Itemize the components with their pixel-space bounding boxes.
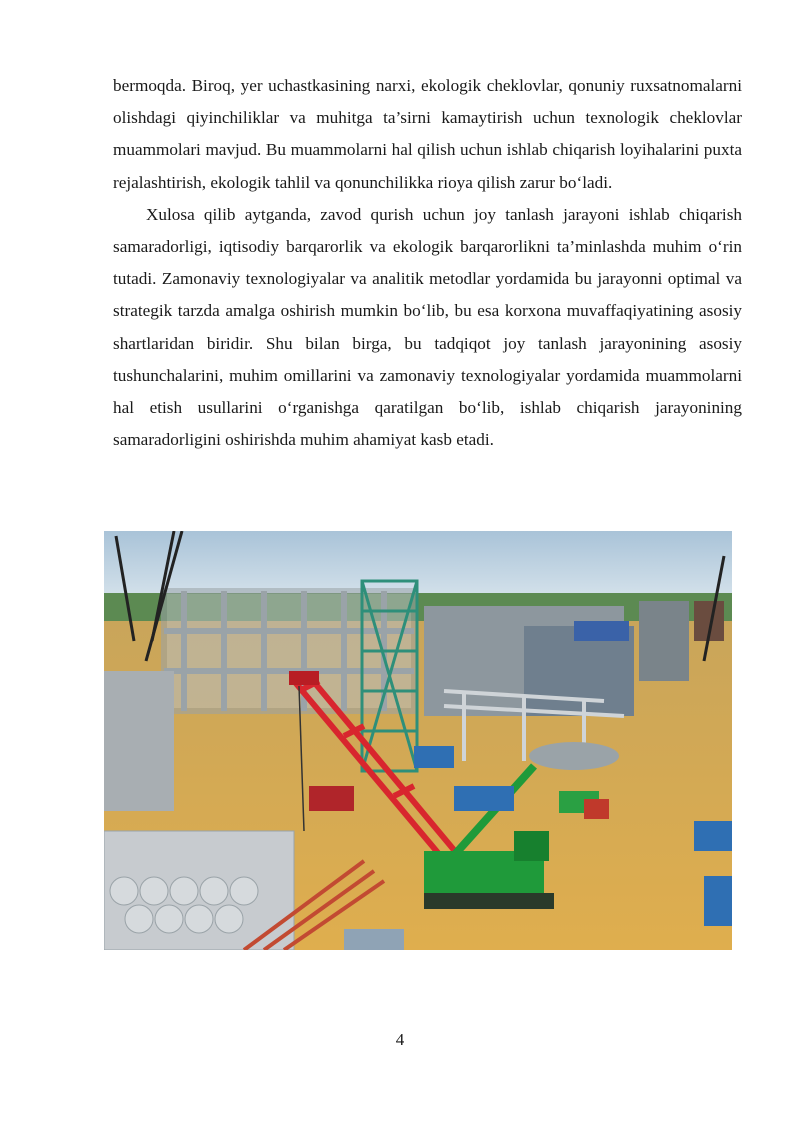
paragraph-continuation: bermoqda. Biroq, yer uchastkasining narxi, ekologik cheklovlar, qonuniy ruxsatnomalarni olishdagi qiyinchiliklar va muhitga ta’sirni kamaytirish uchun texnologik cheklovlar muammolari mavjud. Bu muammolarni hal qilish uchun ishlab chiqarish loyihalarini puxta rejalashtirish, ekologik tahlil va qonunchilikka rioya qilish zarur bo‘ladi. <box>113 76 742 192</box>
tank <box>529 742 619 770</box>
red-truck <box>309 786 354 811</box>
page-number: 4 <box>395 1030 405 1049</box>
document-body <box>113 70 742 456</box>
construction-site-photo <box>104 531 732 950</box>
blue-equipment <box>454 786 514 811</box>
left-structure <box>104 671 174 811</box>
paragraph-conclusion: Xulosa qilib aytganda, zavod qurish uchun joy tanlash jarayoni ishlab chiqarish samaradorligi, iqtisodiy barqarorlik va ekologik barqarorlikni ta’minlashda muhim o‘rin tutadi. Zamonaviy texnologiyalar va analitik metodlar yordamida bu jarayonni optimal va strategik tarzda amalga oshirish mumkin bo‘lib, bu esa korxona muvaffaqiyatining asosiy shartlaridan biridir. Shu bilan birga, bu tadqiqot joy tanlash jarayonining asosiy tushunchalarini, muhim omillarini va zamonaviy texnologiyalar yordamida muammolarni hal etish usullarini o‘rganishga qaratilgan bo‘lib, ishlab chiqarish jarayonining samaradorligini oshirishda muhim ahamiyat kasb etadi. <box>113 204 742 450</box>
